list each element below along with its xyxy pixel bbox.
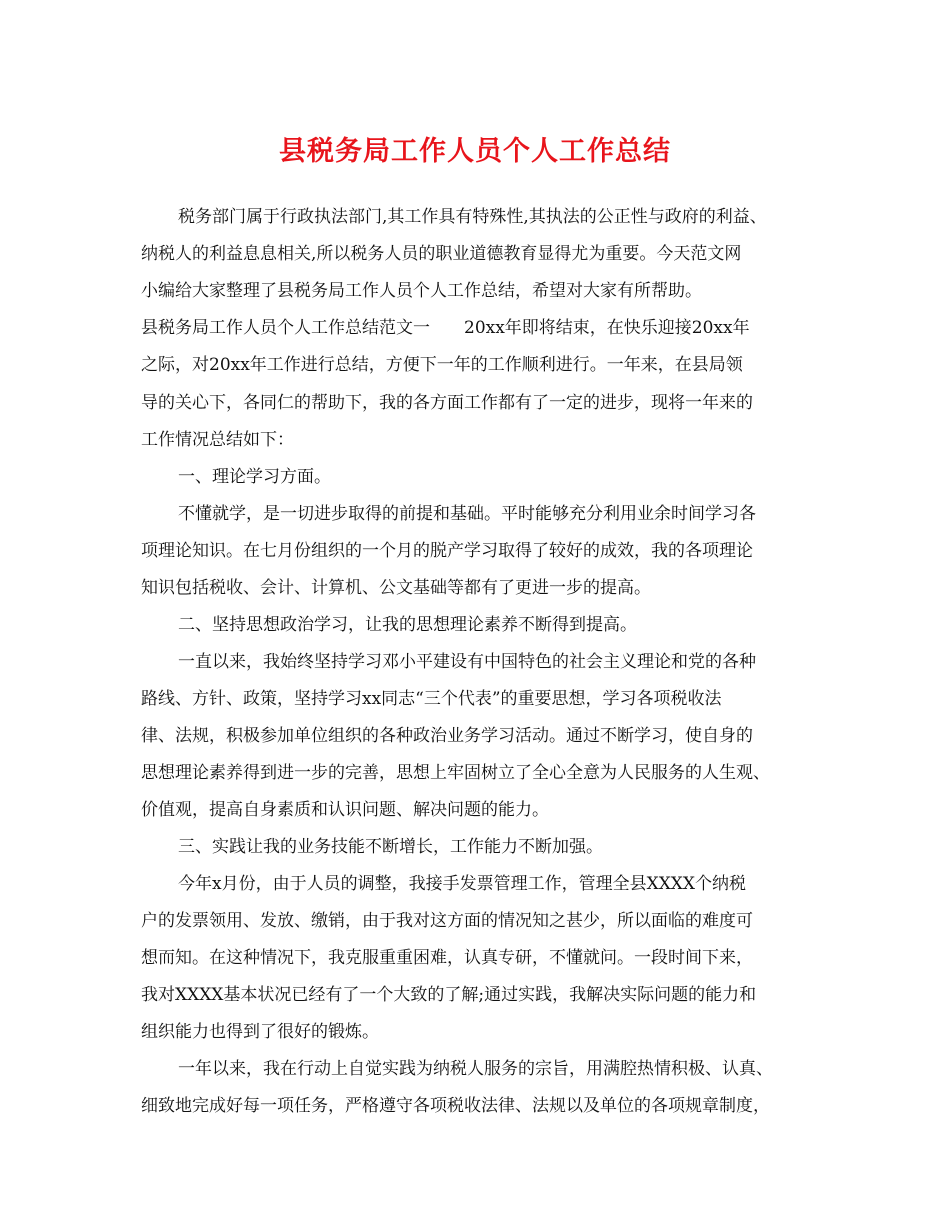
text-line: 小编给大家整理了县税务局工作人员个人工作总结，希望对大家有所帮助。 [141,281,702,301]
text-line: 思想理论素养得到进一步的完善，思想上牢固树立了全心全意为人民服务的人生观、 [141,763,770,783]
text-line: 一、理论学习方面。 [178,467,331,487]
text-line: 知识包括税收、会计、计算机、公文基础等都有了更进一步的提高。 [141,578,651,598]
text-line: 项理论知识。在七月份组织的一个月的脱产学习取得了较好的成效，我的各项理论 [141,541,753,561]
text-line: 律、法规，积极参加单位组织的各种政治业务学习活动。通过不断学习，使自身的 [141,726,753,746]
text-line: 之际，对20xx年工作进行总结，方便下一年的工作顺利进行。一年来，在县局领 [141,355,743,375]
text-line: 细致地完成好每一项任务，严格遵守各项税收法律、法规以及单位的各项规章制度， [141,1096,770,1116]
text-line: 路线、方针、政策，坚持学习xx同志“三个代表”的重要思想，学习各项税收法 [141,689,722,709]
text-line: 一直以来，我始终坚持学习邓小平建设有中国特色的社会主义理论和党的各种 [178,652,756,672]
text-line: 导的关心下，各同仁的帮助下，我的各方面工作都有了一定的进步，现将一年来的 [141,393,753,413]
text-line: 价值观，提高自身素质和认识问题、解决问题的能力。 [141,800,549,820]
text-line: 工作情况总结如下： [141,430,294,450]
text-line: 今年x月份，由于人员的调整，我接手发票管理工作，管理全县XXXX个纳税 [178,874,746,894]
text-line: 一年以来，我在行动上自觉实践为纳税人服务的宗旨，用满腔热情积极、认真、 [178,1059,773,1079]
text-line: 我对XXXX基本状况已经有了一个大致的了解;通过实践，我解决实际问题的能力和 [141,985,757,1005]
text-line: 县税务局工作人员个人工作总结范文一 20xx年即将结束，在快乐迎接20xx年 [141,318,750,338]
document-title: 县税务局工作人员个人工作总结 [279,136,671,167]
text-line: 想而知。在这种情况下，我克服重重困难，认真专研，不懂就问。一段时间下来， [141,948,753,968]
text-line: 税务部门属于行政执法部门,其工作具有特殊性,其执法的公正性与政府的利益、 [178,207,767,227]
text-line: 纳税人的利益息息相关,所以税务人员的职业道德教育显得尤为重要。今天范文网 [141,244,742,264]
text-line: 不懂就学，是一切进步取得的前提和基础。平时能够充分利用业余时间学习各 [178,504,756,524]
text-line: 户的发票领用、发放、缴销，由于我对这方面的情况知之甚少，所以面临的难度可 [141,911,753,931]
text-line: 二、坚持思想政治学习，让我的思想理论素养不断得到提高。 [178,615,637,635]
text-line: 组织能力也得到了很好的锻炼。 [141,1022,379,1042]
text-line: 三、实践让我的业务技能不断增长，工作能力不断加强。 [178,837,603,857]
